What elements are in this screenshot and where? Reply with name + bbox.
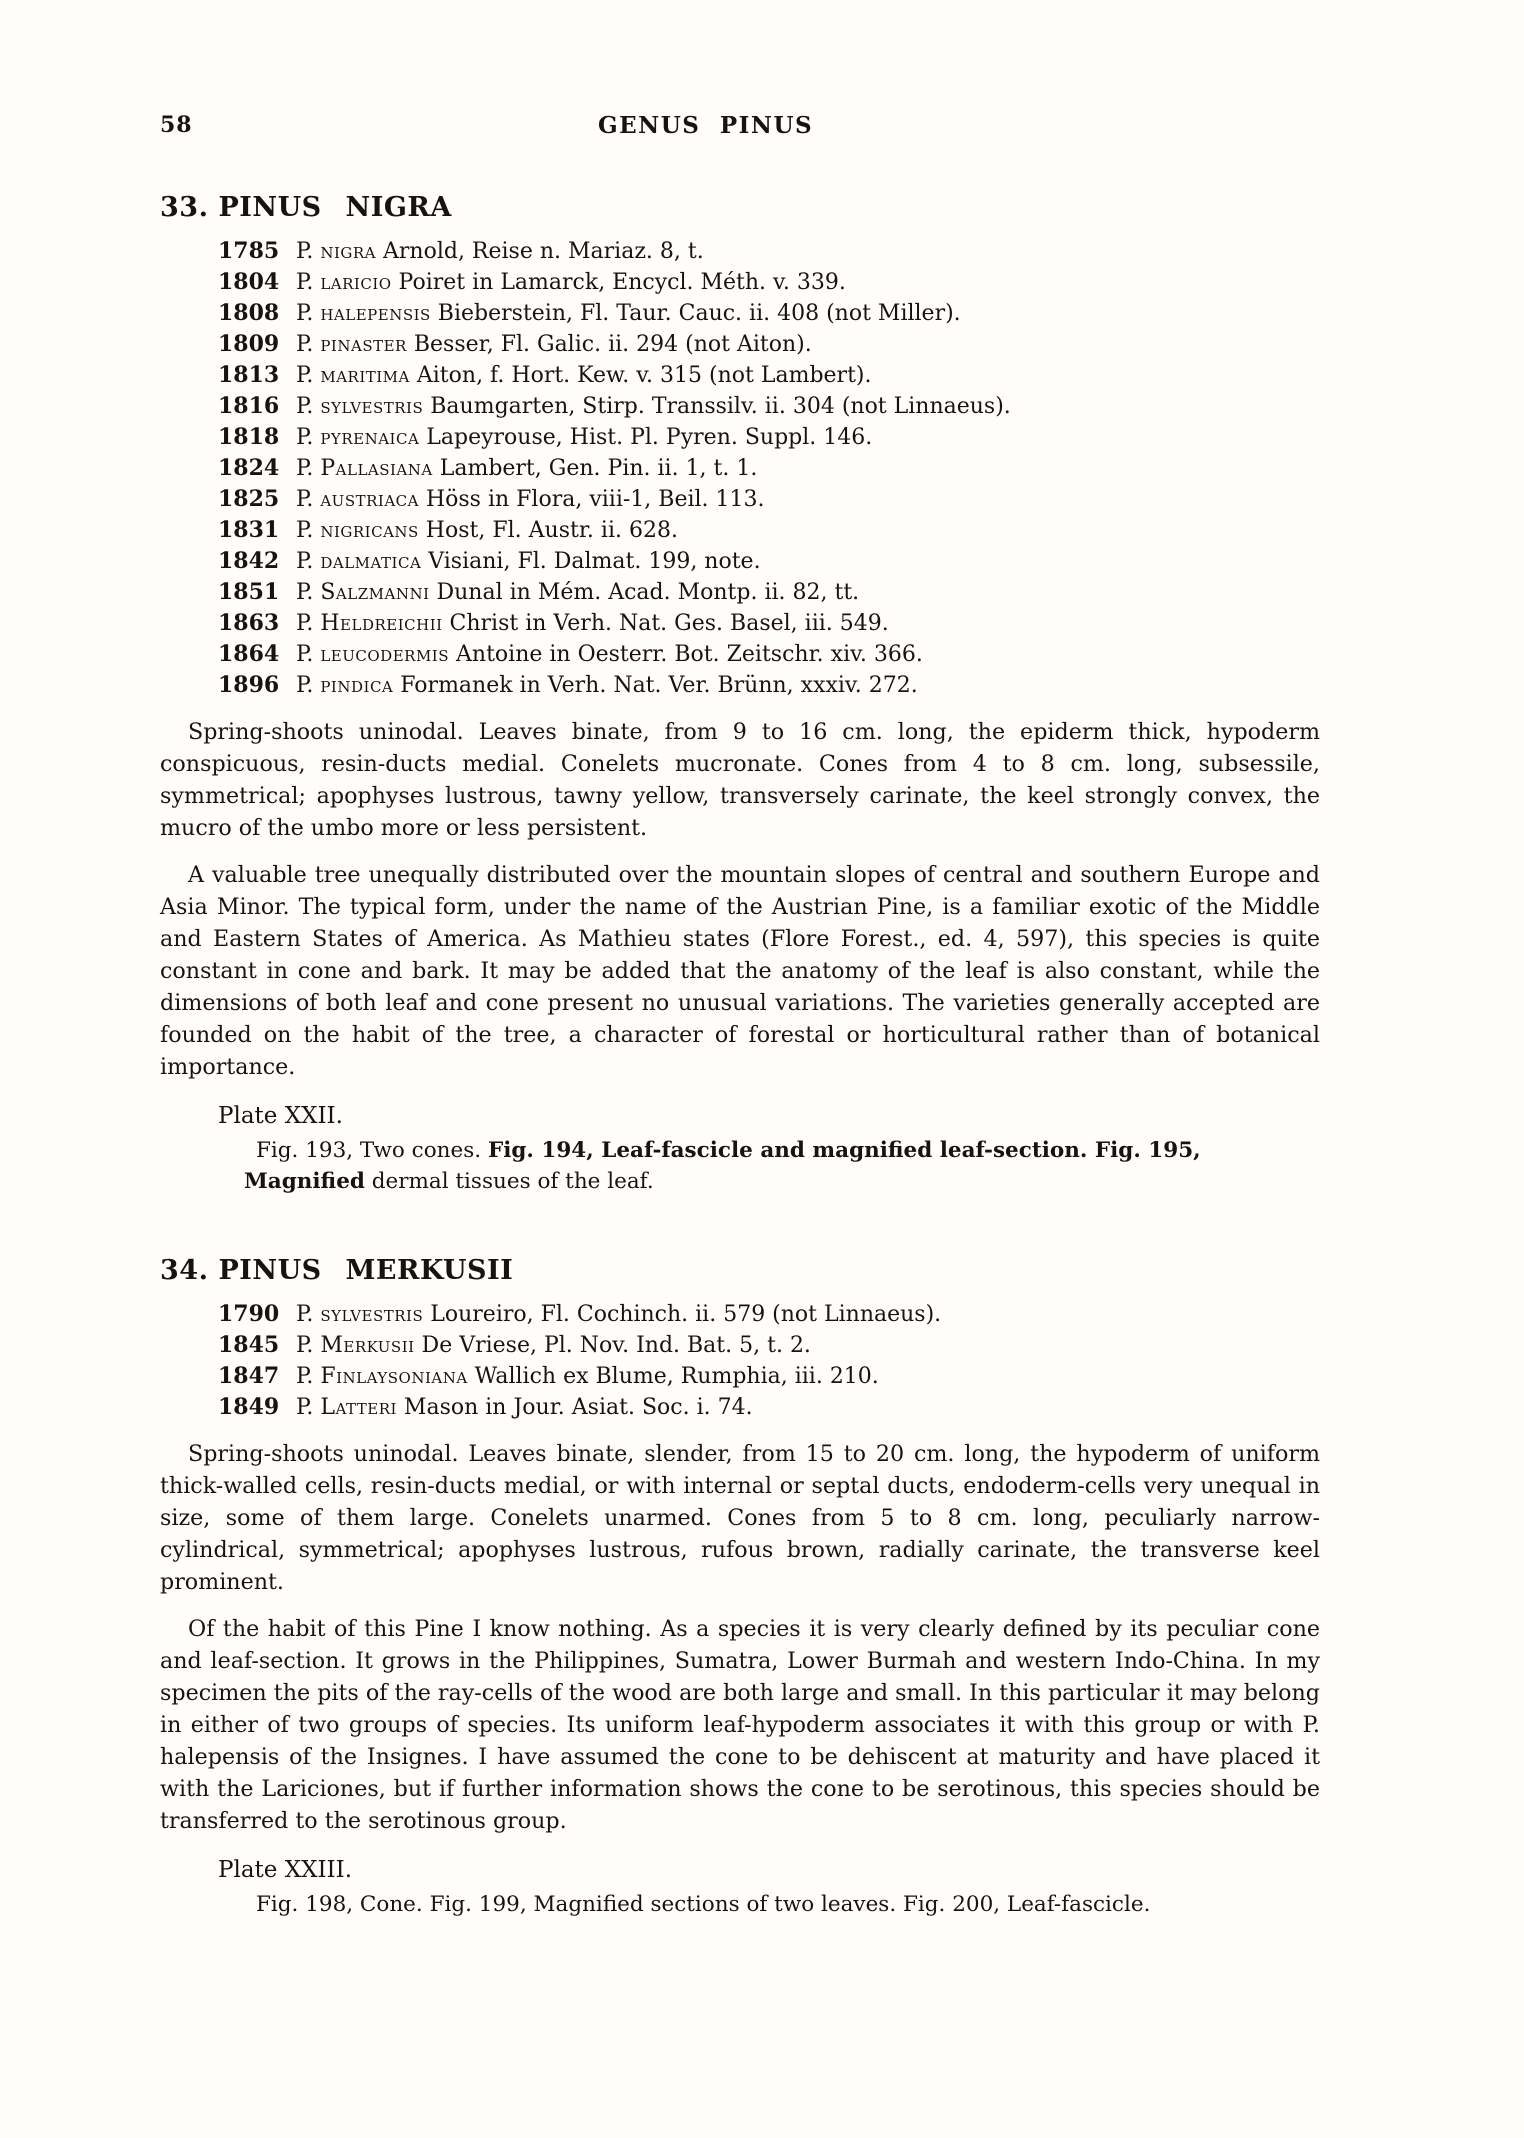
synonym-citation — [296, 1361, 879, 1392]
species-epithet: austriaca — [320, 487, 419, 512]
synonym-year: 1842 — [218, 548, 280, 574]
synonym-year: 1863 — [218, 610, 280, 636]
plate-block — [160, 1101, 1320, 1197]
citation-reference: Host, Fl. Austr. ii. 628. — [418, 518, 678, 543]
species-epithet: pyrenaica — [320, 425, 420, 450]
species-epithet: halepensis — [320, 301, 431, 326]
synonym-year: 1825 — [218, 486, 280, 512]
genus-abbrev: P. — [296, 301, 321, 326]
synonym-year: 1851 — [218, 579, 280, 605]
synonym-row — [160, 1330, 1320, 1361]
species-epithet: pinaster — [320, 332, 407, 357]
species-epithet: dalmatica — [320, 549, 422, 574]
synonym-citation — [296, 236, 704, 267]
citation-reference: Höss in Flora, viii-1, Beil. 113. — [418, 487, 765, 512]
genus-abbrev: P. — [296, 239, 321, 264]
paragraph: Spring-shoots uninodal. Leaves binate, from 9 to 16 cm. long, the epiderm thick, hypoderm conspicuous, resin-ducts medial. Conelets mucronate. Cones from 4 to 8 cm. long, subsessile, symmetrical; apophyses lustrous, tawny yellow, transversely carinate, the keel strongly convex, the mucro of the umbo more or less persistent. — [160, 719, 1320, 841]
synonym-citation — [296, 391, 1011, 422]
synonym-citation — [296, 422, 872, 453]
synonym-list — [160, 1299, 1320, 1423]
species-epithet: Heldreichii — [320, 611, 443, 636]
genus-abbrev: P. — [296, 487, 321, 512]
species-epithet: maritima — [320, 363, 410, 388]
genus-abbrev: P. — [296, 456, 321, 481]
synonym-year: 1845 — [218, 1332, 280, 1358]
genus-abbrev: P. — [296, 580, 321, 605]
genus-abbrev: P. — [296, 1302, 321, 1327]
figure-caption-segment: Fig. 193, Two cones. — [256, 1138, 488, 1163]
species-epithet: leucodermis — [320, 642, 450, 667]
genus-abbrev: P. — [296, 1364, 321, 1389]
synonym-year: 1864 — [218, 641, 280, 667]
figure-caption-segment: dermal tissues of the leaf. — [364, 1169, 654, 1194]
species-epithet: sylvestris — [320, 1302, 424, 1327]
citation-reference: Lambert, Gen. Pin. ii. 1, t. 1. — [432, 456, 758, 481]
page-number: 58 — [160, 112, 193, 138]
paragraph: A valuable tree unequally distributed over the mountain slopes of central and southern Europe and Asia Minor. The typical form, under the name of the Austrian Pine, is a familiar exotic of the Middle and Eastern States of America. As Mathieu states (Flore Forest., ed. 4, 597), this species is quite constant in cone and bark. It may be added that the anatomy of the leaf is also constant, while the dimensions of both leaf and cone present no unusual variations. The varieties generally accepted are founded on the habit of the tree, a character of forestal or horticultural rather than of botanical importance. — [160, 862, 1320, 1080]
figure-caption — [160, 1889, 1320, 1920]
synonym-row — [160, 422, 1320, 453]
page-header — [160, 112, 1320, 146]
synonym-year: 1847 — [218, 1363, 280, 1389]
figure-caption-segment: Fig. 194, Leaf-fascicle and magnified leaf-section. Fig. 195, Magnified — [244, 1138, 1201, 1194]
synonym-citation — [296, 670, 918, 701]
citation-reference: Arnold, Reise n. Mariaz. 8, t. — [376, 239, 704, 264]
genus-abbrev: P. — [296, 425, 321, 450]
citation-reference: Christ in Verh. Nat. Ges. Basel, iii. 549. — [442, 611, 889, 636]
citation-reference: Wallich ex Blume, Rumphia, iii. 210. — [467, 1364, 879, 1389]
species-title: PINUS NIGRA — [218, 192, 452, 223]
synonym-year: 1785 — [218, 238, 280, 264]
citation-reference: Antoine in Oesterr. Bot. Zeitschr. xiv. 366. — [449, 642, 923, 667]
species-heading — [160, 1255, 1320, 1286]
synonym-row — [160, 329, 1320, 360]
citation-reference: Bieberstein, Fl. Taur. Cauc. ii. 408 (not Miller). — [430, 301, 961, 326]
citation-reference: Mason in Jour. Asiat. Soc. i. 74. — [396, 1395, 753, 1420]
citation-reference: Besser, Fl. Galic. ii. 294 (not Aiton). — [406, 332, 812, 357]
synonym-row — [160, 608, 1320, 639]
citation-reference: Baumgarten, Stirp. Transsilv. ii. 304 (not Linnaeus). — [423, 394, 1011, 419]
species-title: PINUS MERKUSII — [218, 1255, 514, 1286]
species-number: 34. — [160, 1255, 209, 1286]
synonym-citation — [296, 360, 871, 391]
paragraph: Spring-shoots uninodal. Leaves binate, slender, from 15 to 20 cm. long, the hypoderm of uniform thick-walled cells, resin-ducts medial, or with internal or septal ducts, endoderm-cells very unequal in size, some of them large. Conelets unarmed. Cones from 5 to 8 cm. long, peculiarly narrow-cylindrical, symmetrical; apophyses lustrous, rufous brown, radially carinate, the transverse keel prominent. — [160, 1441, 1320, 1595]
species-epithet: Salzmanni — [320, 580, 430, 605]
synonym-citation — [296, 1392, 753, 1423]
genus-abbrev: P. — [296, 1395, 321, 1420]
synonym-citation — [296, 453, 757, 484]
species-heading — [160, 192, 1320, 223]
synonym-year: 1804 — [218, 269, 280, 295]
genus-abbrev: P. — [296, 673, 321, 698]
synonym-year: 1831 — [218, 517, 280, 543]
synonym-citation — [296, 484, 765, 515]
plate-block — [160, 1855, 1320, 1920]
section-pinus-merkusii — [160, 1255, 1320, 1920]
genus-abbrev: P. — [296, 518, 321, 543]
synonym-citation — [296, 1330, 811, 1361]
synonym-year: 1824 — [218, 455, 280, 481]
synonym-citation — [296, 329, 812, 360]
synonym-row — [160, 639, 1320, 670]
citation-reference: Loureiro, Fl. Cochinch. ii. 579 (not Linnaeus). — [423, 1302, 942, 1327]
synonym-row — [160, 1361, 1320, 1392]
synonym-row — [160, 1299, 1320, 1330]
synonym-year: 1896 — [218, 672, 280, 698]
species-epithet: sylvestris — [320, 394, 424, 419]
section-pinus-nigra — [160, 192, 1320, 1197]
citation-reference: Lapeyrouse, Hist. Pl. Pyren. Suppl. 146. — [419, 425, 873, 450]
species-epithet: Pallasiana — [320, 456, 433, 481]
synonym-row — [160, 267, 1320, 298]
genus-abbrev: P. — [296, 1333, 321, 1358]
synonym-citation — [296, 267, 846, 298]
synonym-citation — [296, 577, 859, 608]
synonym-year: 1790 — [218, 1301, 280, 1327]
synonym-row — [160, 546, 1320, 577]
citation-reference: Poiret in Lamarck, Encycl. Méth. v. 339. — [391, 270, 846, 295]
figure-caption-segment: Fig. 198, Cone. Fig. 199, Magnified sections of two leaves. Fig. 200, Leaf-fascicle. — [256, 1892, 1151, 1917]
synonym-row — [160, 515, 1320, 546]
synonym-citation — [296, 639, 923, 670]
genus-abbrev: P. — [296, 394, 321, 419]
citation-reference: Formanek in Verh. Nat. Ver. Brünn, xxxiv. 272. — [393, 673, 918, 698]
plate-label: Plate XXIII. — [218, 1857, 353, 1883]
species-epithet: pindica — [320, 673, 394, 698]
paragraph: Of the habit of this Pine I know nothing. As a species it is very clearly defined by its peculiar cone and leaf-section. It grows in the Philippines, Sumatra, Lower Burmah and western Indo-China. In my specimen the pits of the ray-cells of the wood are both large and small. In this particular it may belong in either of two groups of species. Its uniform leaf-hypoderm associates it with this group or with P. halepensis of the Insignes. I have assumed the cone to be dehiscent at maturity and have placed it with the Lariciones, but if further information shows the cone to be serotinous, this species should be transferred to the serotinous group. — [160, 1616, 1320, 1834]
description-paragraphs — [160, 716, 1320, 1083]
species-number: 33. — [160, 192, 209, 223]
synonym-year: 1808 — [218, 300, 280, 326]
species-epithet: laricio — [320, 270, 392, 295]
synonym-citation — [296, 1299, 941, 1330]
genus-abbrev: P. — [296, 611, 321, 636]
citation-reference: Aiton, f. Hort. Kew. v. 315 (not Lambert). — [409, 363, 872, 388]
citation-reference: De Vriese, Pl. Nov. Ind. Bat. 5, t. 2. — [414, 1333, 811, 1358]
citation-reference: Visiani, Fl. Dalmat. 199, note. — [421, 549, 761, 574]
plate-label: Plate XXII. — [218, 1103, 343, 1129]
synonym-row — [160, 391, 1320, 422]
species-epithet: Merkusii — [320, 1333, 415, 1358]
citation-reference: Dunal in Mém. Acad. Montp. ii. 82, tt. — [429, 580, 860, 605]
synonym-citation — [296, 546, 761, 577]
synonym-year: 1818 — [218, 424, 280, 450]
genus-abbrev: P. — [296, 363, 321, 388]
synonym-list — [160, 236, 1320, 701]
species-epithet: nigra — [320, 239, 377, 264]
description-paragraphs — [160, 1438, 1320, 1837]
genus-abbrev: P. — [296, 642, 321, 667]
species-epithet: Latteri — [320, 1395, 397, 1420]
synonym-citation — [296, 515, 678, 546]
running-title: GENUS PINUS — [598, 112, 814, 139]
synonym-citation — [296, 298, 961, 329]
genus-abbrev: P. — [296, 270, 321, 295]
synonym-row — [160, 577, 1320, 608]
synonym-year: 1849 — [218, 1394, 280, 1420]
synonym-row — [160, 1392, 1320, 1423]
synonym-citation — [296, 608, 889, 639]
synonym-row — [160, 236, 1320, 267]
species-epithet: nigricans — [320, 518, 419, 543]
genus-abbrev: P. — [296, 332, 321, 357]
species-epithet: Finlaysoniana — [320, 1364, 468, 1389]
synonym-row — [160, 453, 1320, 484]
synonym-year: 1813 — [218, 362, 280, 388]
synonym-row — [160, 298, 1320, 329]
synonym-year: 1816 — [218, 393, 280, 419]
synonym-year: 1809 — [218, 331, 280, 357]
figure-caption — [160, 1135, 1320, 1197]
synonym-row — [160, 670, 1320, 701]
synonym-row — [160, 360, 1320, 391]
synonym-row — [160, 484, 1320, 515]
genus-abbrev: P. — [296, 549, 321, 574]
